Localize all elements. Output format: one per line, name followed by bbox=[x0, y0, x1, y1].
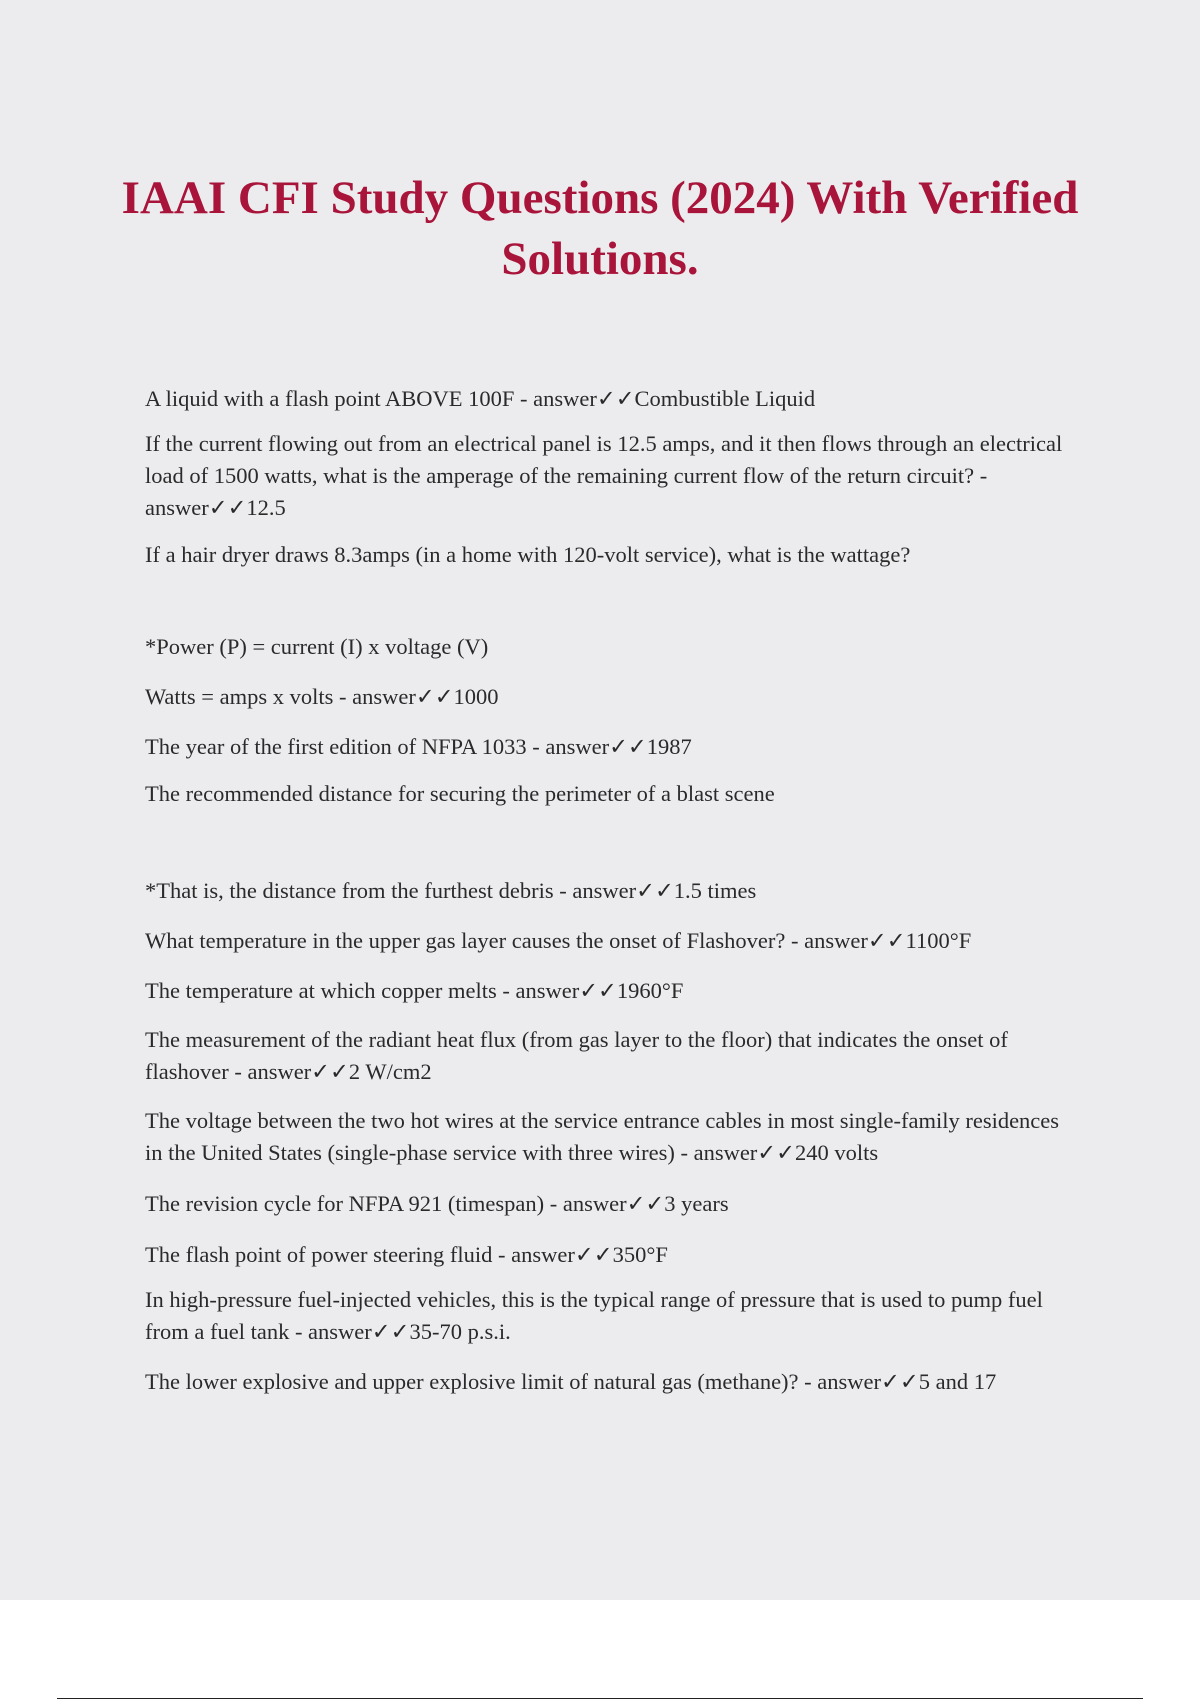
footer-divider bbox=[57, 1698, 1143, 1699]
qa-paragraph: *That is, the distance from the furthest debris - answer✓✓1.5 times bbox=[145, 878, 757, 903]
qa-paragraph: The revision cycle for NFPA 921 (timespan) - answer✓✓3 years bbox=[145, 1191, 729, 1216]
qa-paragraph: The year of the first edition of NFPA 1033 - answer✓✓1987 bbox=[145, 734, 692, 759]
qa-paragraph: *Power (P) = current (I) x voltage (V) bbox=[145, 634, 489, 659]
qa-paragraph: The lower explosive and upper explosive limit of natural gas (methane)? - answer✓✓5 and 17 bbox=[145, 1369, 997, 1394]
qa-paragraph: The recommended distance for securing the perimeter of a blast scene bbox=[145, 781, 775, 806]
qa-paragraph: The voltage between the two hot wires at the service entrance cables in most single-family residences in the United States (single-phase service with three wires) - answer✓✓240 volts bbox=[145, 1108, 1060, 1165]
qa-paragraph: The measurement of the radiant heat flux (from gas layer to the floor) that indicates the onset of flashover - answer✓✓2 W/cm2 bbox=[145, 1027, 1008, 1084]
qa-paragraph: A liquid with a flash point ABOVE 100F - answer✓✓Combustible Liquid bbox=[145, 386, 816, 411]
document-body bbox=[145, 383, 1075, 1398]
qa-paragraph: The temperature at which copper melts - answer✓✓1960°F bbox=[145, 978, 684, 1003]
document-title: IAAI CFI Study Questions (2024) With Verified Solutions. bbox=[121, 172, 1079, 285]
qa-paragraph: In high-pressure fuel-injected vehicles, this is the typical range of pressure that is used to pump fuel from a fuel tank - answer✓✓35-70 p.s.i. bbox=[145, 1287, 1043, 1344]
qa-paragraph: What temperature in the upper gas layer causes the onset of Flashover? - answer✓✓1100°F bbox=[145, 928, 972, 953]
qa-paragraph: If the current flowing out from an electrical panel is 12.5 amps, and it then flows through an electrical load of 1500 watts, what is the amperage of the remaining current flow of the return circuit? - answer✓✓12.5 bbox=[145, 431, 1063, 520]
qa-paragraph: If a hair dryer draws 8.3amps (in a home with 120-volt service), what is the wattage? bbox=[145, 542, 911, 567]
qa-paragraph: The flash point of power steering fluid - answer✓✓350°F bbox=[145, 1242, 668, 1267]
qa-paragraph: Watts = amps x volts - answer✓✓1000 bbox=[145, 684, 499, 709]
